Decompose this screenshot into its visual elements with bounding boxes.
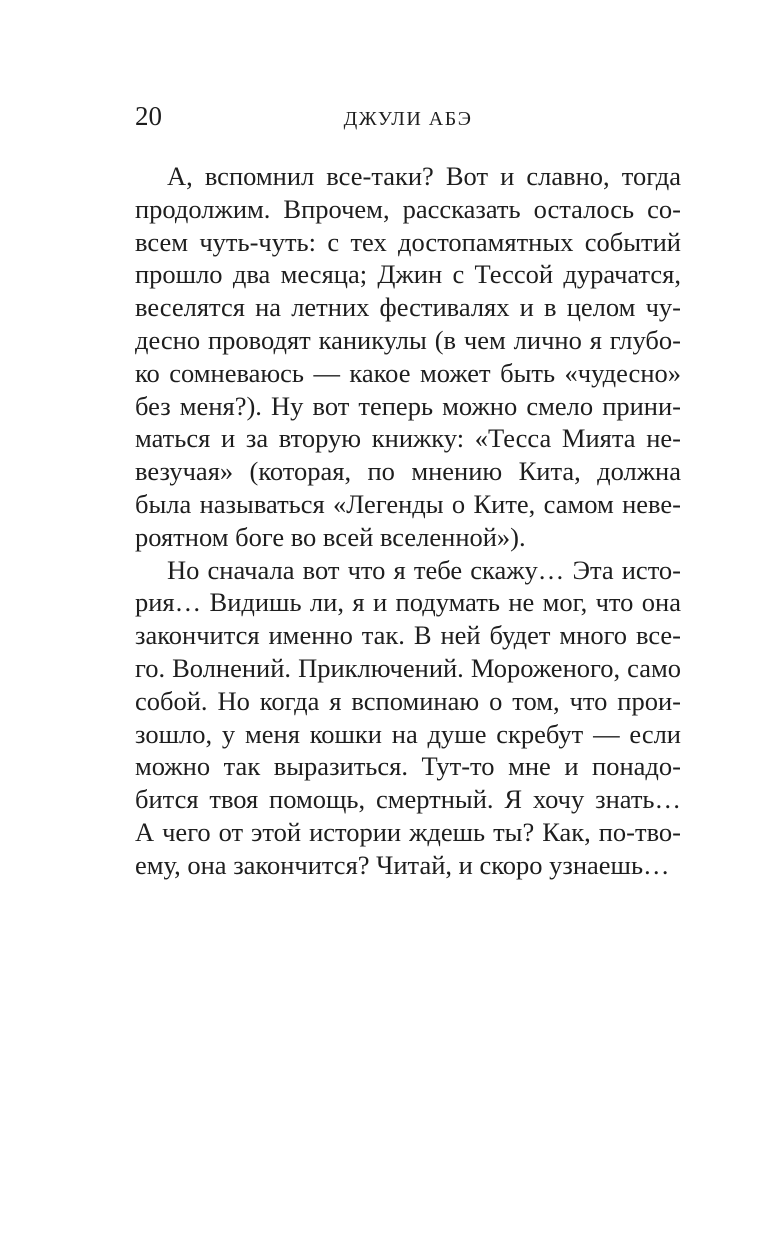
text-line: Но сначала вот что я тебе скажу… Эта исто- <box>167 554 681 585</box>
text-line: го. Волнений. Приключений. Мороженого, само <box>135 652 681 683</box>
text-line: А, вспомнил все-таки? Вот и славно, тогда <box>167 161 681 191</box>
text-line: собой. Но когда я вспоминаю о том, что прои- <box>135 685 681 716</box>
text-line: везучая» (которая, по мнению Кита, должна <box>135 456 681 487</box>
text-line: ему, она закончится? Читай, и скоро узнаешь… <box>135 849 670 880</box>
text-line: без меня?). Ну вот теперь можно смело прини- <box>135 390 681 421</box>
text-line: зошло, у меня кошки на душе скребут — если <box>135 718 681 749</box>
text-line: всем чуть-чуть: с тех достопамятных событий <box>135 226 681 257</box>
text-line: закончится именно так. В ней будет много все- <box>135 620 681 651</box>
text-line: бится твоя помощь, смертный. Я хочу знать… <box>135 784 681 815</box>
text-line: маться и за вторую книжку: «Тесса Мията не- <box>135 423 681 454</box>
text-line: можно так выразиться. Тут-то мне и понадо- <box>135 751 681 782</box>
text-line: роятном боге во всей вселенной»). <box>135 521 526 552</box>
text-line: рия… Видишь ли, я и подумать не мог, что она <box>135 587 681 618</box>
running-head <box>135 103 681 137</box>
text-line: десно проводят каникулы (в чем лично я глубо- <box>135 324 681 355</box>
text-line: прошло два месяца; Джин с Тессой дурачатся, <box>135 259 681 290</box>
text-block <box>135 160 681 882</box>
text-line: была называться «Легенды о Ките, самом неве- <box>135 488 681 519</box>
running-title: ДЖУЛИ АБЭ <box>343 108 473 130</box>
text-line: А чего от этой истории ждешь ты? Как, по-тво- <box>135 816 681 847</box>
text-line: веселятся на летних фестивалях и в целом чу- <box>135 292 681 323</box>
text-line: ко сомневаюсь — какое может быть «чудесно» <box>135 357 681 388</box>
text-line: продолжим. Впрочем, рассказать осталось со- <box>135 193 681 224</box>
page-number: 20 <box>135 101 162 131</box>
